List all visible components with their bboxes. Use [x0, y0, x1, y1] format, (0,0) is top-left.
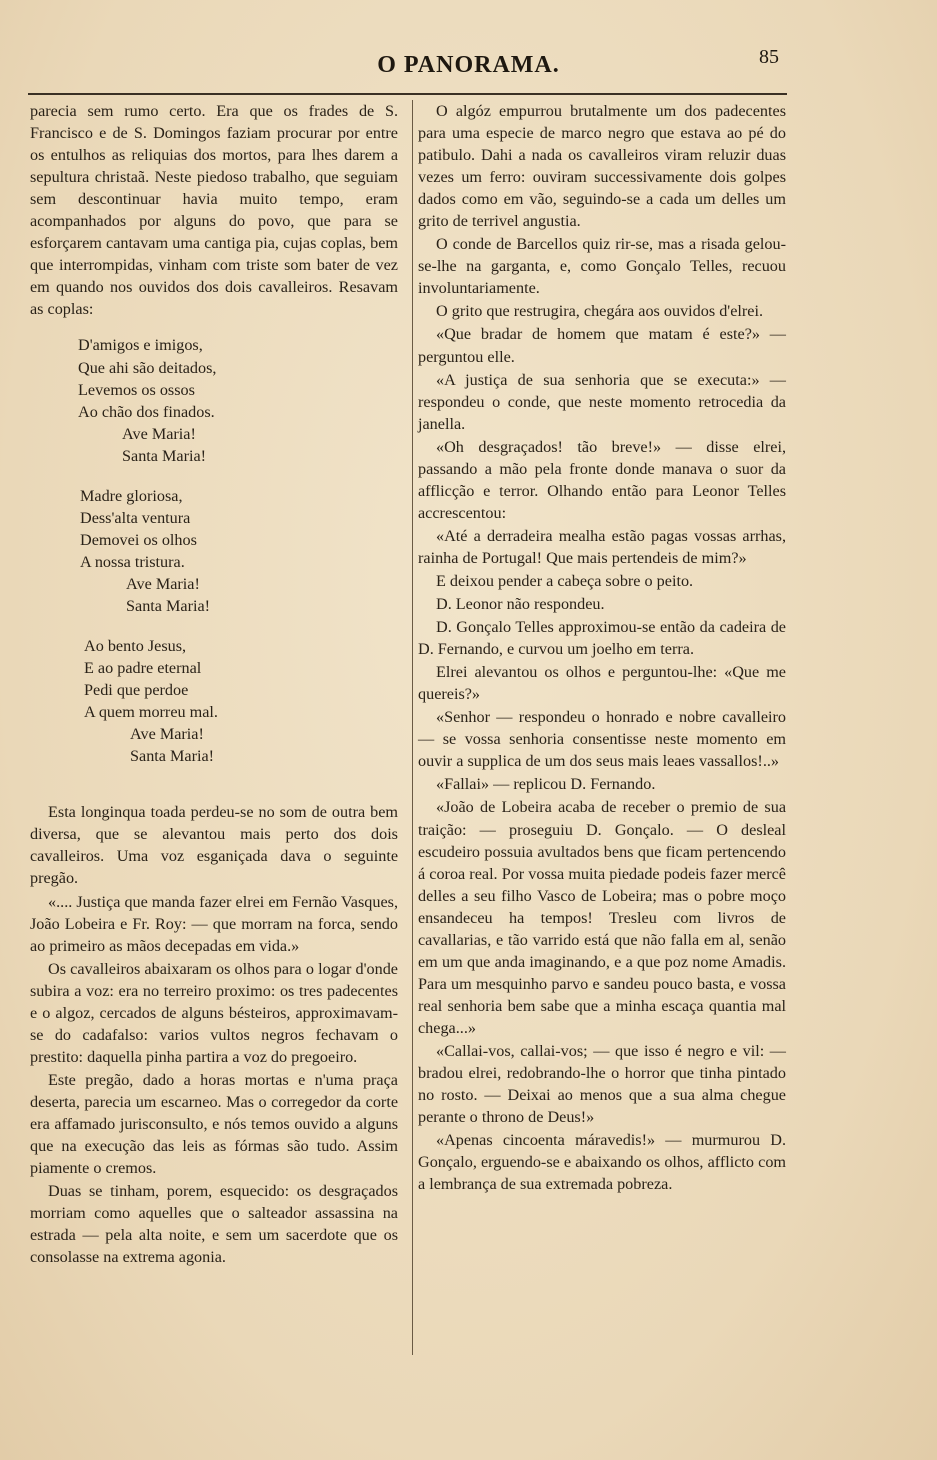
refrain-line: Santa Maria! — [122, 446, 207, 465]
paragraph: Esta longinqua toada perdeu-se no som de outra bem diversa, que se alevantou mais perto dos dois cavalleiros. Uma voz esganiçada dava o seguinte pregão. — [30, 803, 398, 888]
paragraph: «João de Lobeira acaba de receber o premio de sua traição: — proseguiu D. Gonçalo. — O desleal escudeiro possuia avultados bens que ficam pertencendo á coroa real. Por vossa muita piedade podeis fazer mercê delles a seu filho Vasco de Lobeira; mas o pobre moço ensandeceu ha tempos! Tresleu com livros de cavallarias, e tão varrido está que não falla em al, senão em um que anda imaginando, e a que poz nome Amadis. Para um mesquinho parvo e sandeu pouco basta, e vossa real senhoria bem sabe que a minha escaça quantia mal chega...» — [418, 798, 786, 1037]
verse-line: D'amigos e imigos, — [78, 336, 203, 355]
verse-line: Demovei os olhos — [80, 530, 197, 549]
paragraph: O grito que restrugira, chegára aos ouvidos d'elrei. — [436, 302, 764, 321]
paragraph: «Que bradar de homem que matam é este?» — perguntou elle. — [418, 325, 786, 366]
verse-line: Pedi que perdoe — [84, 681, 189, 700]
verse-line: Levemos os ossos — [78, 380, 195, 399]
refrain-line: Santa Maria! — [130, 747, 215, 766]
paragraph: «A justiça de sua senhoria que se executa:» — respondeu o conde, que neste momento retrocedia da janella. — [418, 370, 786, 433]
page-header — [0, 46, 937, 86]
stanza — [30, 485, 398, 617]
paragraph: «Fallai» — replicou D. Fernando. — [436, 775, 656, 794]
journal-title: O PANORAMA. — [377, 52, 560, 78]
refrain-line: Santa Maria! — [126, 596, 211, 615]
left-column — [30, 100, 398, 1268]
verse-line: E ao padre eternal — [84, 659, 202, 678]
header-rule — [28, 93, 787, 95]
right-column — [418, 100, 786, 1195]
paragraph: «Até a derradeira mealha estão pagas vossas arrhas, rainha de Portugal! Que mais pertendeis de mim?» — [418, 526, 786, 567]
paragraph: parecia sem rumo certo. Era que os frades de S. Francisco e de S. Domingos faziam procurar por entre os entulhos as reliquias dos mortos, para lhes darem a sepultura christaã. Neste piedoso trabalho, que seguiam sem descontinuar havia muito tempo, eram acompanhados por alguns do povo, que para se esforçarem cantavam uma cantiga pia, cujas coplas, bem que interrompidas, vinham com triste som bater de vez em quando nos ouvidos dos dois cavalleiros. Resavam as coplas: — [30, 102, 398, 319]
verse-line: Ao bento Jesus, — [84, 637, 187, 656]
paragraph: Os cavalleiros abaixaram os olhos para o logar d'onde subira a voz: era no terreiro proximo: os tres padecentes e o algoz, cercados de alguns bésteiros, approximavam-se do cadafalso: varios vultos negros fechavam o prestito: daquella pinha partira a voz do pregoeiro. — [30, 959, 398, 1066]
paragraph: Elrei alevantou os olhos e perguntou-lhe: «Que me quereis?» — [418, 663, 786, 704]
stanza — [30, 334, 398, 466]
paragraph: Este pregão, dado a horas mortas e n'uma praça deserta, parecia um escarneo. Mas o corregedor da corte era affamado jurisconsulto, e nós temos ouvido a alguns que na execução das leis as fórmas são tudo. Assim piamente o cremos. — [30, 1070, 398, 1178]
paragraph: O algóz empurrou brutalmente um dos padecentes para uma especie de marco negro que estava ao pé do patibulo. Dahi a nada os cavalleiros viram reluzir duas vezes um ferro: ouviram successivamente dois golpes dados como em vão, seguindo-se a cada um delles um grito de terrivel angustia. — [418, 102, 786, 231]
paragraph: Duas se tinham, porem, esquecido: os desgraçados morriam como aquelles que o salteador assassina na estrada — pela alta noite, e sem um sacerdote que os consolasse na extrema agonia. — [30, 1182, 398, 1267]
verse-coplas — [30, 334, 398, 767]
verse-line: Que ahi são deitados, — [78, 358, 217, 377]
verse-line: Ao chão dos finados. — [78, 402, 215, 421]
spacer — [30, 781, 398, 801]
paragraph: E deixou pender a cabeça sobre o peito. — [436, 571, 694, 590]
refrain-line: Ave Maria! — [126, 574, 200, 593]
paragraph: «Oh desgraçados! tão breve!» — disse elrei, passando a mão pela fronte donde manava o suor da afflicção e terror. Olhando então para Leonor Telles accrescentou: — [418, 437, 786, 522]
column-divider — [412, 100, 413, 1355]
verse-line: Madre gloriosa, — [80, 486, 183, 505]
paragraph: «Callai-vos, callai-vos; — que isso é negro e vil: — bradou elrei, redobrando-lhe o horror que tinha pintado no rosto. — Deixai ao menos que a sua alma chegue perante o throno de Deus!» — [418, 1041, 786, 1127]
stanza — [30, 635, 398, 767]
paragraph: D. Gonçalo Telles approximou-se então da cadeira de D. Fernando, e curvou um joelho em terra. — [418, 618, 786, 659]
refrain-line: Ave Maria! — [122, 424, 196, 443]
verse-line: A nossa tristura. — [80, 552, 185, 571]
page-number: 85 — [759, 46, 779, 68]
paragraph: «Senhor — respondeu o honrado e nobre cavalleiro — se vossa senhoria consentisse neste momento em ouvir a supplica de um dos seus mais leaes vassallos!..» — [418, 708, 786, 771]
paragraph: O conde de Barcellos quiz rir-se, mas a risada gelou-se-lhe na garganta, e, como Gonçalo Telles, recuou involuntariamente. — [418, 235, 786, 298]
paragraph: D. Leonor não respondeu. — [436, 595, 605, 614]
paragraph: «.... Justiça que manda fazer elrei em Fernão Vasques, João Lobeira e Fr. Roy: — que morram na forca, sendo ao primeiro as mãos decepadas em vida.» — [30, 892, 398, 955]
verse-line: Dess'alta ventura — [80, 508, 191, 527]
verse-line: A quem morreu mal. — [84, 703, 218, 722]
paragraph: «Apenas cincoenta máravedis!» — murmurou D. Gonçalo, erguendo-se e abaixando os olhos, afflicto com a lembrança de sua extremada pobreza. — [418, 1131, 786, 1194]
refrain-line: Ave Maria! — [130, 725, 204, 744]
